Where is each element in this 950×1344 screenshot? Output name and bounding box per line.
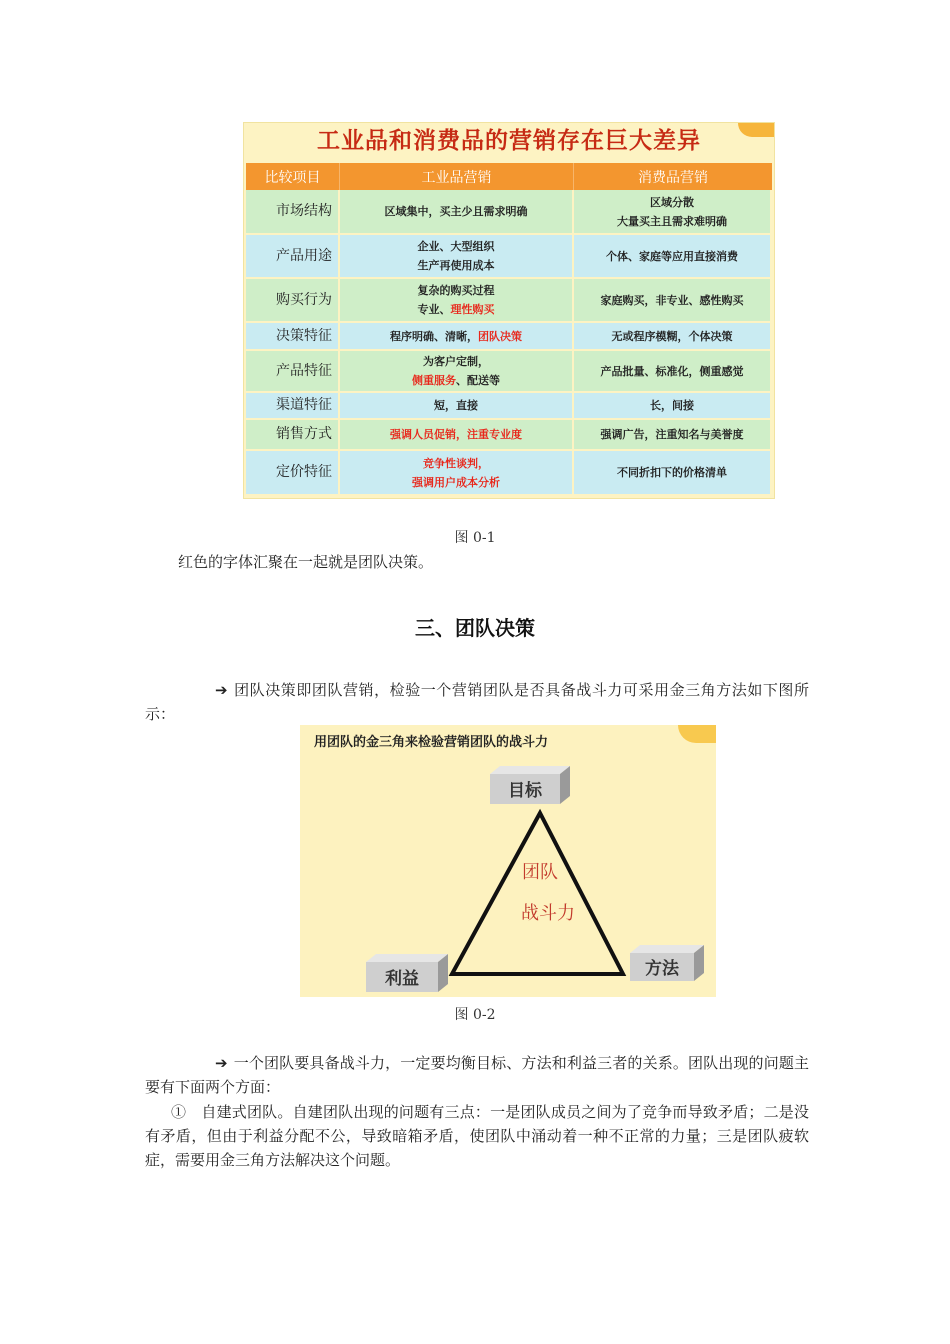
row-industrial xyxy=(340,351,574,393)
cell-text: 强调广告，注重知名与美誉度 xyxy=(600,428,744,441)
paragraph-balance: ➔ 一个团队要具备战斗力，一定要均衡目标、方法和利益三者的关系。团队出现的问题主要有下面两个方面： xyxy=(145,1051,809,1099)
row-industrial xyxy=(340,323,574,351)
method-label: 方法 xyxy=(645,959,679,979)
goal-box xyxy=(490,766,570,804)
benefit-label: 利益 xyxy=(385,969,419,989)
method-box xyxy=(630,945,704,981)
cell-text: 区域集中，买主少且需求明确 xyxy=(384,205,528,218)
cell-text: 产品批量、标准化，侧重感觉 xyxy=(600,364,744,378)
highlight-text: 理性购买 xyxy=(450,303,495,316)
row-consumer xyxy=(574,279,772,323)
center-label-strength: 战斗力 xyxy=(521,903,575,924)
row-consumer xyxy=(574,190,772,235)
benefit-box xyxy=(366,954,448,992)
cell-text: 强调人员促销，注重专业度 xyxy=(390,428,522,441)
row-industrial xyxy=(340,420,574,451)
row-item: 产品特征 xyxy=(246,351,340,393)
row-consumer xyxy=(574,420,772,451)
figure2-caption: 图 0-2 xyxy=(454,1007,496,1023)
arrow-icon: ➔ xyxy=(215,1054,228,1072)
cell-text: 企业、大型组织 生产再使用成本 xyxy=(417,240,495,272)
row-industrial xyxy=(340,279,574,323)
row-industrial xyxy=(340,190,574,235)
cell-text: 区域分散 大量买主且需求难明确 xyxy=(617,195,727,228)
table-header-consumer: 消费品营销 xyxy=(574,163,772,190)
row-item: 渠道特征 xyxy=(246,393,340,420)
highlight-text: 团队决策 xyxy=(478,329,522,343)
figure1-title: 工业品和消费品的营销存在巨大差异 xyxy=(317,127,701,154)
arrow-icon: ➔ xyxy=(215,681,228,699)
text-red-summary: 红色的字体汇聚在一起就是团队决策。 xyxy=(178,553,434,571)
row-item: 市场结构 xyxy=(246,190,340,235)
cell-text: 家庭购买，非专业、感性购买 xyxy=(600,293,744,307)
highlight-text: 侧重服务 xyxy=(412,374,456,387)
row-consumer xyxy=(574,393,772,420)
figure1-caption: 图 0-1 xyxy=(454,530,496,546)
triangle-diagram xyxy=(300,725,716,997)
paragraph-team-decision: ➔ 团队决策即团队营销，检验一个营销团队是否具备战斗力可采用金三角方法如下图所示： xyxy=(145,678,809,726)
figure-comparison-table xyxy=(244,123,774,498)
row-consumer xyxy=(574,451,772,496)
table-header-item: 比较项目 xyxy=(246,163,340,190)
row-item: 销售方式 xyxy=(246,420,340,451)
figure-golden-triangle xyxy=(300,725,716,997)
center-label-team: 团队 xyxy=(522,862,558,883)
goal-label: 目标 xyxy=(508,781,542,801)
comparison-table xyxy=(246,163,772,496)
cell-text: 竞争性谈判， 强调用户成本分析 xyxy=(412,456,500,489)
cell-text: 复杂的购买过程 专业、理性购买 xyxy=(417,284,495,316)
cell-text: 不同折扣下的价格清单 xyxy=(617,466,727,479)
cell-text: 长，间接 xyxy=(650,399,694,412)
cell-text: 短，直接 xyxy=(434,399,478,412)
cell-text: 程序明确、清晰，团队决策 xyxy=(390,329,522,343)
row-industrial xyxy=(340,393,574,420)
cell-text: 个体、家庭等应用直接消费 xyxy=(606,249,738,263)
cell-text: 为客户定制， 侧重服务、配送等 xyxy=(412,355,500,387)
cell-text: 无或程序模糊，个体决策 xyxy=(611,329,733,343)
table-header-industrial: 工业品营销 xyxy=(340,163,574,190)
row-item: 决策特征 xyxy=(246,323,340,351)
paragraph-self-built-team: ① 自建式团队。自建团队出现的问题有三点：一是团队成员之间为了竞争而导致矛盾；二是没有矛盾，但由于利益分配不公，导致暗箱矛盾，使团队中涌动着一种不正常的力量；三是团队疲软症，需要用金三角方法解决这个问题。 xyxy=(145,1103,809,1169)
row-consumer xyxy=(574,351,772,393)
figure2-title: 用团队的金三角来检验营销团队的战斗力 xyxy=(314,735,549,750)
triangle-shape xyxy=(452,813,623,974)
section-heading: 三、团队决策 xyxy=(415,616,535,640)
row-item: 定价特征 xyxy=(246,451,340,496)
row-industrial xyxy=(340,235,574,279)
row-item: 购买行为 xyxy=(246,279,340,323)
row-item: 产品用途 xyxy=(246,235,340,279)
row-industrial xyxy=(340,451,574,496)
row-consumer xyxy=(574,235,772,279)
row-consumer xyxy=(574,323,772,351)
